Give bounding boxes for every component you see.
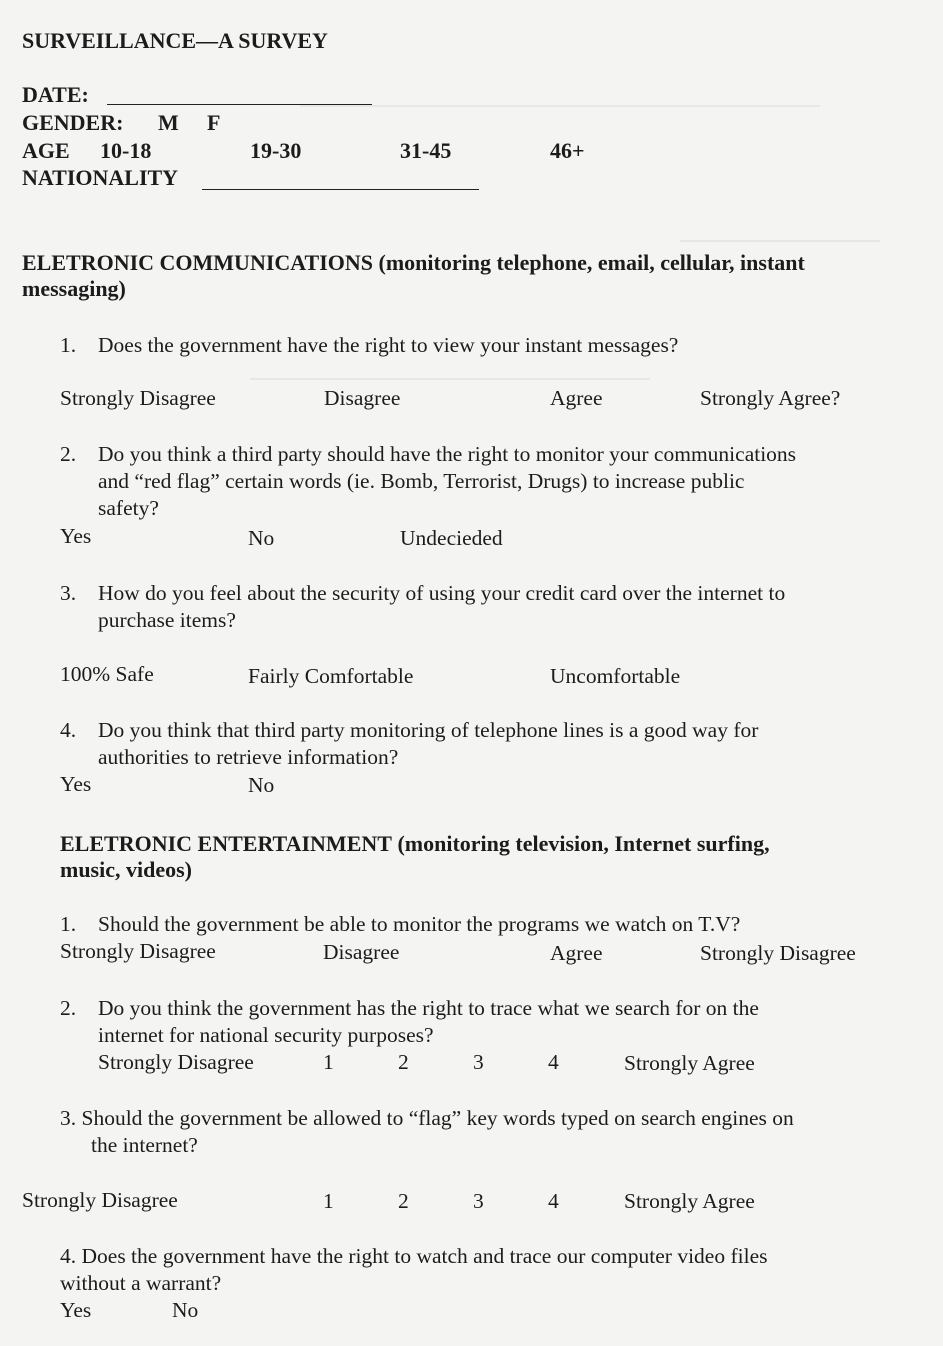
s1-q2-number: 2. <box>60 442 77 466</box>
s2-q3-text-line1: 3. Should the government be allowed to “flag” key words typed on search engines on <box>60 1106 794 1130</box>
s1-q1-text: Does the government have the right to view your instant messages? <box>98 333 679 357</box>
bleed-through-mark <box>680 240 880 242</box>
s2-q1-option-agree[interactable]: Agree <box>550 941 603 965</box>
s2-q3-scale-2[interactable]: 2 <box>398 1189 409 1213</box>
s2-q2-text-line1: Do you think the government has the right to trace what we search for on the <box>98 996 759 1020</box>
s1-q1-option-disagree[interactable]: Disagree <box>324 386 401 410</box>
s2-q2-scale-3[interactable]: 3 <box>473 1050 484 1074</box>
s1-q3-number: 3. <box>60 581 77 605</box>
s1-q1-option-agree[interactable]: Agree <box>550 386 603 410</box>
s1-q3-option-uncomfortable[interactable]: Uncomfortable <box>550 664 681 688</box>
s1-q1-option-strongly-agree[interactable]: Strongly Agree? <box>700 386 841 410</box>
section2-heading-title: ELETRONIC ENTERTAINMENT <box>60 831 392 856</box>
section1-heading-title: ELETRONIC COMMUNICATIONS <box>22 250 374 275</box>
s1-q2-text-line2: and “red flag” certain words (ie. Bomb, Terrorist, Drugs) to increase public <box>98 469 745 493</box>
s1-q3-option-safe[interactable]: 100% Safe <box>60 662 154 686</box>
s1-q4-number: 4. <box>60 718 77 742</box>
section2-heading-note: (monitoring television, Internet surfing, <box>397 831 770 856</box>
s2-q1-number: 1. <box>60 912 77 936</box>
s1-q2-text-line1: Do you think a third party should have the right to monitor your communications <box>98 442 797 466</box>
s2-q2-scale-2[interactable]: 2 <box>398 1050 409 1074</box>
section2-heading <box>60 831 770 857</box>
bleed-through-mark <box>300 105 820 107</box>
s2-q2-scale-low-label: Strongly Disagree <box>98 1050 254 1074</box>
s2-q1-text: Should the government be able to monitor the programs we watch on T.V? <box>98 912 741 936</box>
s1-q4-text-line2: authorities to retrieve information? <box>98 745 399 769</box>
survey-title: SURVEILLANCE—A SURVEY <box>22 28 328 53</box>
s2-q2-scale-1[interactable]: 1 <box>323 1050 334 1074</box>
age-option-4[interactable]: 46+ <box>550 138 585 163</box>
date-field[interactable] <box>107 104 372 105</box>
age-option-1[interactable]: 10-18 <box>100 138 152 163</box>
s1-q2-option-yes[interactable]: Yes <box>60 524 92 548</box>
section1-heading-line2: messaging) <box>22 276 126 301</box>
nationality-field[interactable] <box>202 189 479 190</box>
section1-heading <box>22 250 805 276</box>
gender-label: GENDER: <box>22 110 124 135</box>
s1-q1-number: 1. <box>60 333 77 357</box>
s2-q3-scale-1[interactable]: 1 <box>323 1189 334 1213</box>
gender-option-m[interactable]: M <box>158 110 179 135</box>
s1-q4-option-yes[interactable]: Yes <box>60 772 92 796</box>
s1-q3-option-fairly-comfortable[interactable]: Fairly Comfortable <box>248 664 414 688</box>
s2-q4-text-line1: 4. Does the government have the right to watch and trace our computer video files <box>60 1244 768 1268</box>
s2-q1-option-strongly-disagree-2[interactable]: Strongly Disagree <box>700 941 856 965</box>
s2-q2-text-line2: internet for national security purposes? <box>98 1023 434 1047</box>
s2-q3-scale-4[interactable]: 4 <box>548 1189 559 1213</box>
s1-q4-text-line1: Do you think that third party monitoring of telephone lines is a good way for <box>98 718 759 742</box>
date-label: DATE: <box>22 82 89 107</box>
nationality-label: NATIONALITY <box>22 165 179 190</box>
s2-q3-scale-high-label: Strongly Agree <box>624 1189 755 1213</box>
age-option-3[interactable]: 31-45 <box>400 138 452 163</box>
s2-q4-text-line2: without a warrant? <box>60 1271 222 1295</box>
s2-q4-option-yes[interactable]: Yes <box>60 1298 92 1322</box>
s1-q4-option-no[interactable]: No <box>248 773 275 797</box>
s2-q2-scale-high-label: Strongly Agree <box>624 1051 755 1075</box>
s1-q3-text-line2: purchase items? <box>98 608 236 632</box>
age-label: AGE <box>22 138 70 163</box>
s2-q1-option-strongly-disagree[interactable]: Strongly Disagree <box>60 939 216 963</box>
s1-q2-option-no[interactable]: No <box>248 526 275 550</box>
s2-q4-option-no[interactable]: No <box>172 1298 199 1322</box>
s2-q2-scale-4[interactable]: 4 <box>548 1050 559 1074</box>
section2-heading-line2: music, videos) <box>60 857 192 882</box>
bleed-through-mark <box>250 378 650 380</box>
age-option-2[interactable]: 19-30 <box>250 138 302 163</box>
s1-q1-option-strongly-disagree[interactable]: Strongly Disagree <box>60 386 216 410</box>
s2-q3-scale-low-label: Strongly Disagree <box>22 1188 178 1212</box>
s2-q1-option-disagree[interactable]: Disagree <box>323 940 400 964</box>
s1-q2-text-line3: safety? <box>98 496 159 520</box>
s1-q2-option-undecided[interactable]: Undecieded <box>400 526 503 550</box>
section1-heading-note: (monitoring telephone, email, cellular, instant <box>378 250 805 275</box>
s2-q2-number: 2. <box>60 996 77 1020</box>
s2-q3-text-line2: the internet? <box>91 1133 198 1157</box>
s1-q3-text-line1: How do you feel about the security of using your credit card over the internet to <box>98 581 786 605</box>
s2-q3-scale-3[interactable]: 3 <box>473 1189 484 1213</box>
gender-option-f[interactable]: F <box>207 110 221 135</box>
